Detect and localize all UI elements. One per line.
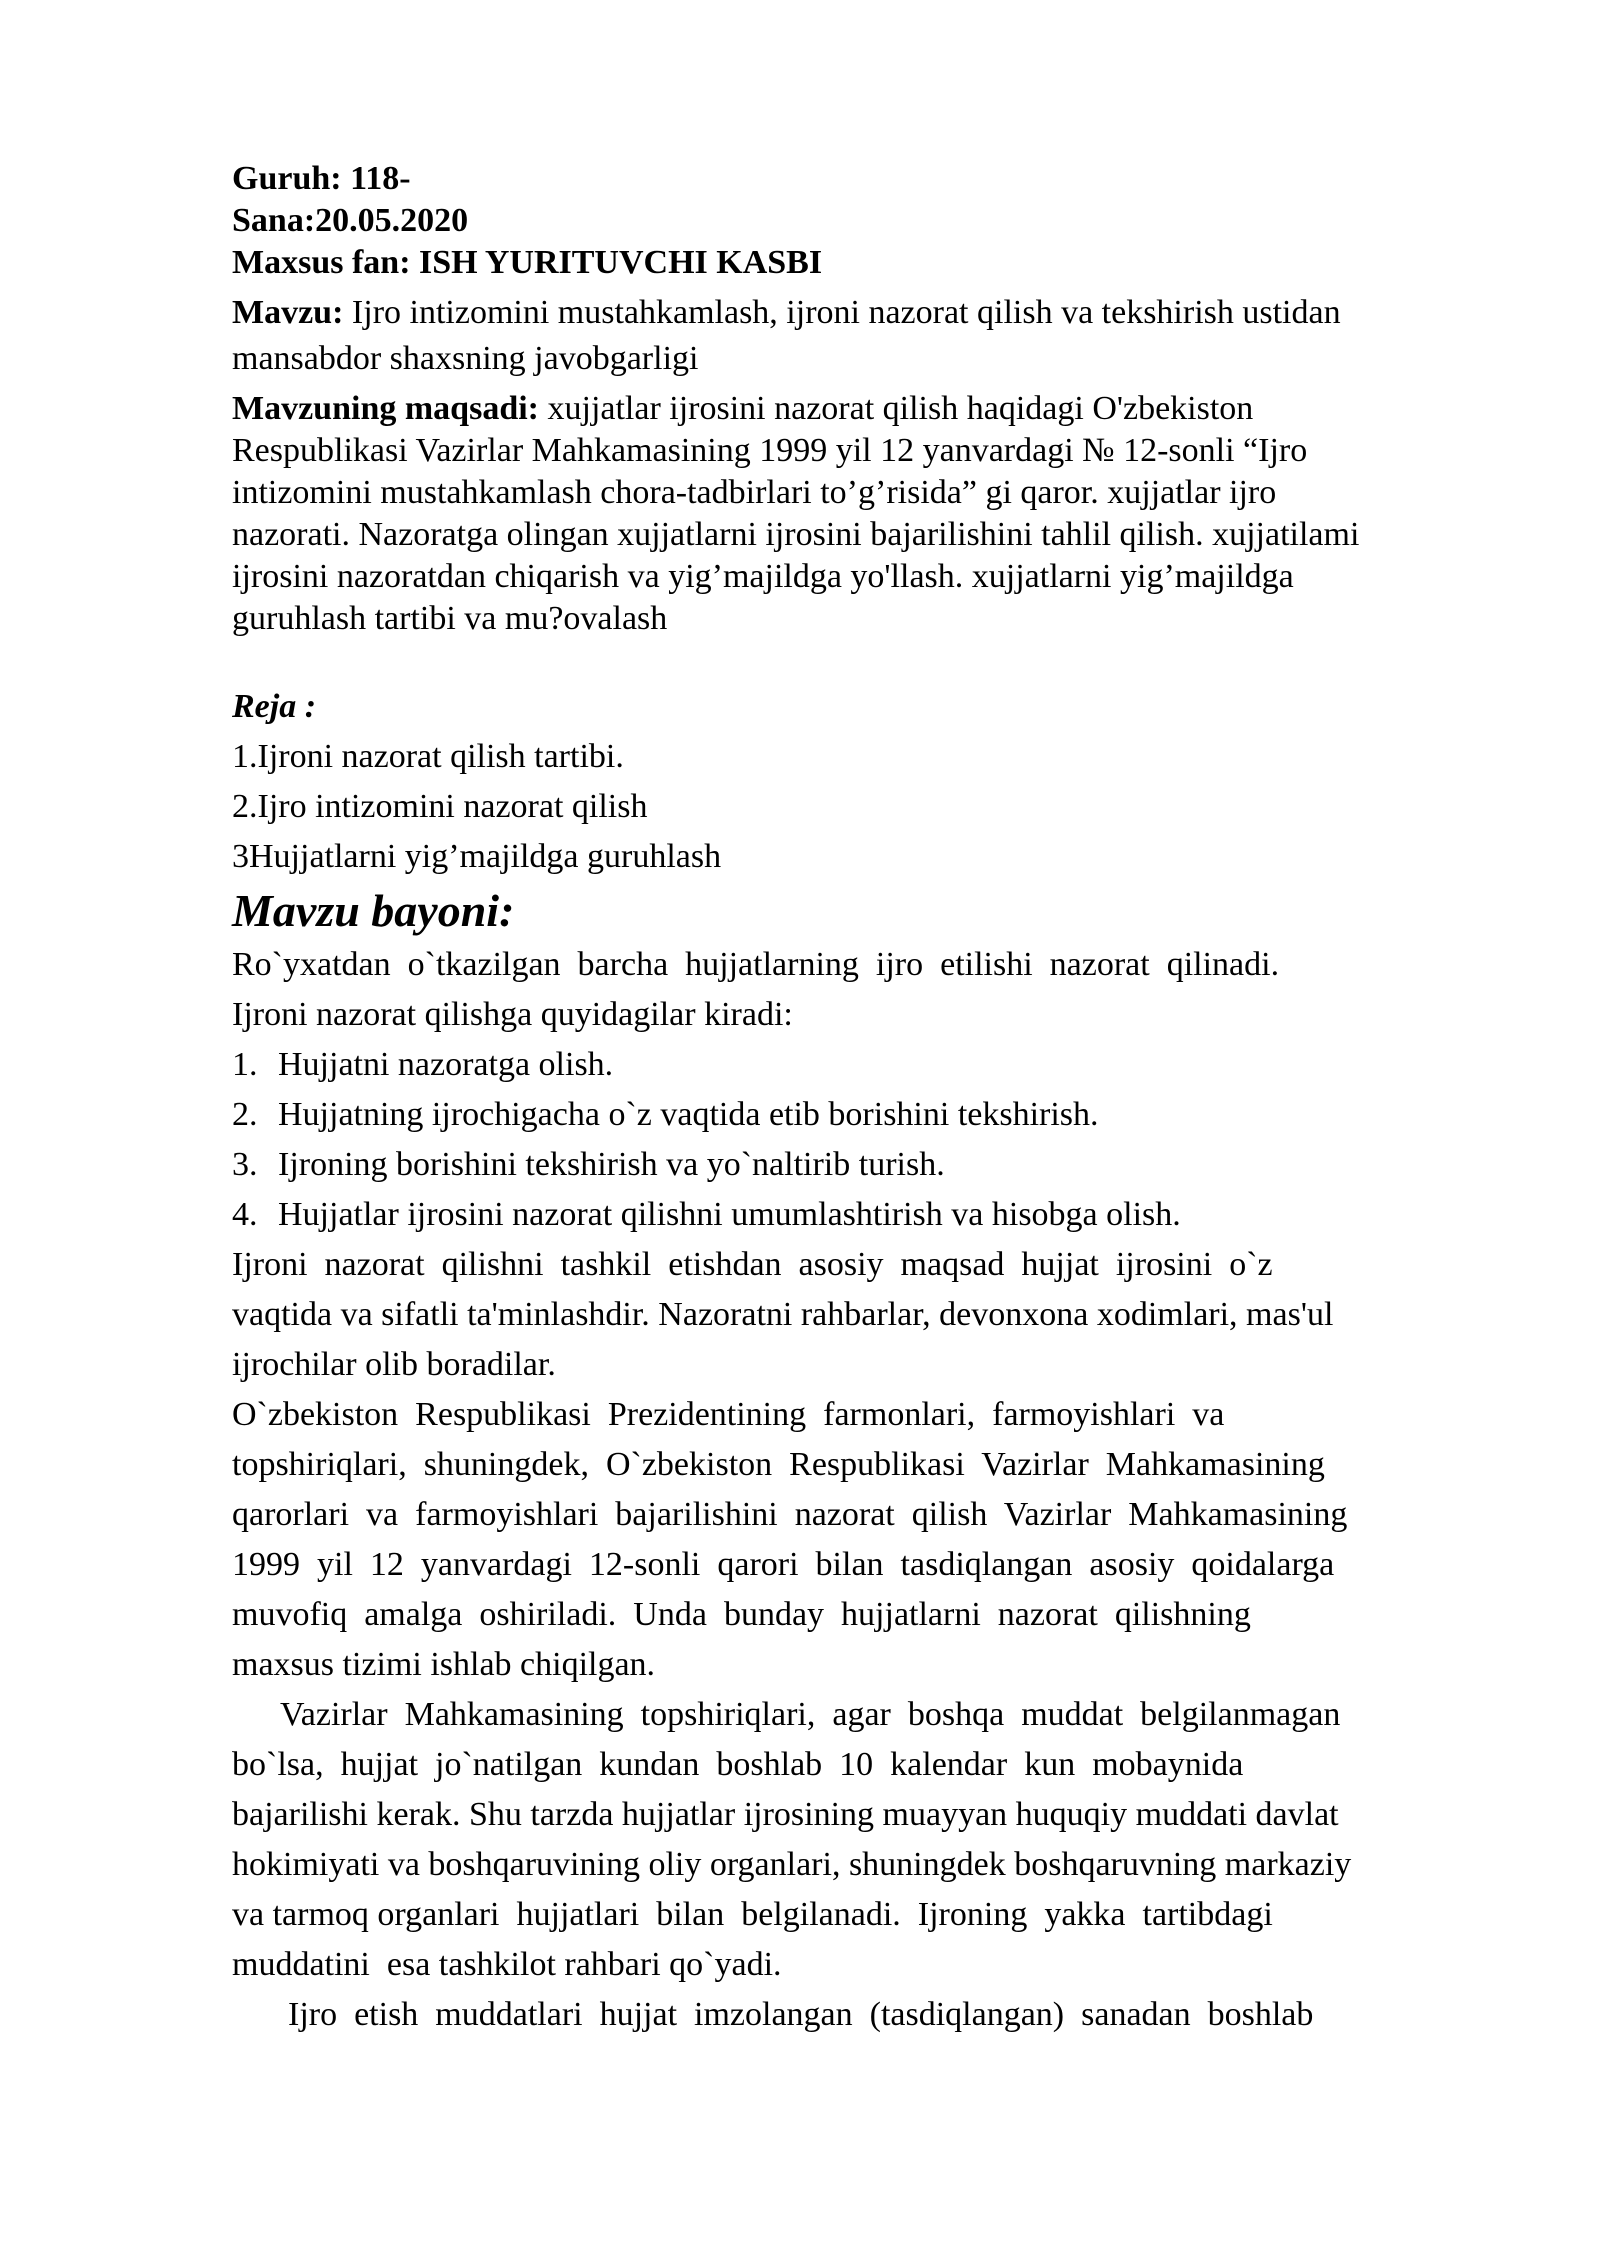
list-item-text: Ijroning borishini tekshirish va yo`naltirib turish. (278, 1146, 945, 1183)
plan-item-2: 2.Ijro intizomini nazorat qilish (232, 788, 648, 825)
topic-line-1 (232, 290, 1500, 336)
para3-line-4: hokimiyati va boshqaruvining oliy organlari, shuningdek boshqaruvning markaziy (232, 1846, 1352, 1883)
list-item-number: 2. (232, 1096, 258, 1133)
subject-value: ISH YURITUVCHI KASBI (419, 244, 823, 281)
list-item-text: Hujjatlar ijrosini nazorat qilishni umumlashtirish va hisobga olish. (278, 1196, 1181, 1233)
para3-line-2: bo`lsa, hujjat jo`natilgan kundan boshlab 10 kalendar kun mobaynida (232, 1746, 1244, 1783)
intro-line-1: Ro`yxatdan o`tkazilgan barcha hujjatlarning ijro etilishi nazorat qilinadi. (232, 946, 1280, 983)
para1-line-2: vaqtida va sifatli ta'minlashdir. Nazoratni rahbarlar, devonxona xodimlari, mas'ul (232, 1296, 1334, 1333)
list-item (232, 1090, 1500, 1140)
para1-line-3: ijrochilar olib boradilar. (232, 1346, 556, 1383)
topic-block (232, 290, 1500, 382)
list-item (232, 1190, 1500, 1240)
plan-label: Reja : (232, 688, 317, 725)
goal-line-1 (232, 388, 1500, 430)
group-line: Guruh: 118- (232, 160, 411, 197)
subject-line (232, 242, 1500, 284)
para2-line-4: 1999 yil 12 yanvardagi 12-sonli qarori bilan tasdiqlangan asosiy qoidalarga (232, 1546, 1335, 1583)
para4-line-1: Ijro etish muddatlari hujjat imzolangan (tasdiqlangan) sanadan boshlab (288, 1996, 1314, 2033)
para2-line-6: maxsus tizimi ishlab chiqilgan. (232, 1646, 656, 1683)
list-item (232, 1040, 1500, 1090)
goal-text-1: xujjatlar ijrosini nazorat qilish haqidagi O'zbekiston (547, 390, 1254, 427)
para2-line-2: topshiriqlari, shuningdek, O`zbekiston Respublikasi Vazirlar Mahkamasining (232, 1446, 1325, 1483)
plan-block (232, 682, 1500, 882)
document-page (232, 158, 1500, 2040)
list-item-number: 4. (232, 1196, 258, 1233)
para3-line-6: muddatini esa tashkilot rahbari qo`yadi. (232, 1946, 782, 1983)
list-item-text: Hujjatni nazoratga olish. (278, 1046, 614, 1083)
date-line: Sana:20.05.2020 (232, 202, 469, 239)
para3-line-1: Vazirlar Mahkamasining topshiriqlari, agar boshqa muddat belgilanmagan (280, 1696, 1341, 1733)
topic-text-1: Ijro intizomini mustahkamlash, ijroni nazorat qilish va tekshirish ustidan (351, 294, 1341, 331)
para2-line-3: qarorlari va farmoyishlari bajarilishini nazorat qilish Vazirlar Mahkamasining (232, 1496, 1348, 1533)
plan-item-1: 1.Ijroni nazorat qilish tartibi. (232, 738, 624, 775)
goal-line-2: Respublikasi Vazirlar Mahkamasining 1999 yil 12 yanvardagi № 12-sonli “Ijro (232, 432, 1308, 469)
subject-label: Maxsus fan: (232, 244, 411, 281)
goal-block (232, 388, 1500, 640)
list-item-text: Hujjatning ijrochigacha o`z vaqtida etib borishini tekshirish. (278, 1096, 1099, 1133)
para3-line-5: va tarmoq organlari hujjatlari bilan belgilanadi. Ijroning yakka tartibdagi (232, 1896, 1273, 1933)
plan-item-3: 3Hujjatlarni yig’majildga guruhlash (232, 838, 722, 875)
goal-line-3: intizomini mustahkamlash chora-tadbirlari to’g’risida” gi qaror. xujjatlar ijro (232, 474, 1277, 511)
para3-line-3: bajarilishi kerak. Shu tarzda hujjatlar ijrosining muayyan huquqiy muddati davlat (232, 1796, 1339, 1833)
goal-line-5: ijrosini nazoratdan chiqarish va yig’majildga yo'llash. xujjatlarni yig’majildga (232, 558, 1294, 595)
goal-line-6: guruhlash tartibi va mu?ovalash (232, 600, 668, 637)
para2-line-5: muvofiq amalga oshiriladi. Unda bunday hujjatlarni nazorat qilishning (232, 1596, 1251, 1633)
list-item (232, 1140, 1500, 1190)
list-item-number: 3. (232, 1146, 258, 1183)
goal-label: Mavzuning maqsadi: (232, 390, 539, 427)
blank-spacer (232, 640, 1500, 682)
section-heading: Mavzu bayoni: (232, 885, 515, 936)
goal-line-4: nazorati. Nazoratga olingan xujjatlarni ijrosini bajarilishini tahlil qilish. xujjatilami (232, 516, 1360, 553)
section-body (232, 940, 1500, 2040)
list-item-number: 1. (232, 1046, 258, 1083)
intro-line-2: Ijroni nazorat qilishga quyidagilar kiradi: (232, 996, 793, 1033)
topic-line-2: mansabdor shaxsning javobgarligi (232, 340, 699, 377)
para1-line-1: Ijroni nazorat qilishni tashkil etishdan asosiy maqsad hujjat ijrosini o`z (232, 1246, 1273, 1283)
topic-label: Mavzu: (232, 294, 344, 331)
para2-line-1: O`zbekiston Respublikasi Prezidentining farmonlari, farmoyishlari va (232, 1396, 1225, 1433)
